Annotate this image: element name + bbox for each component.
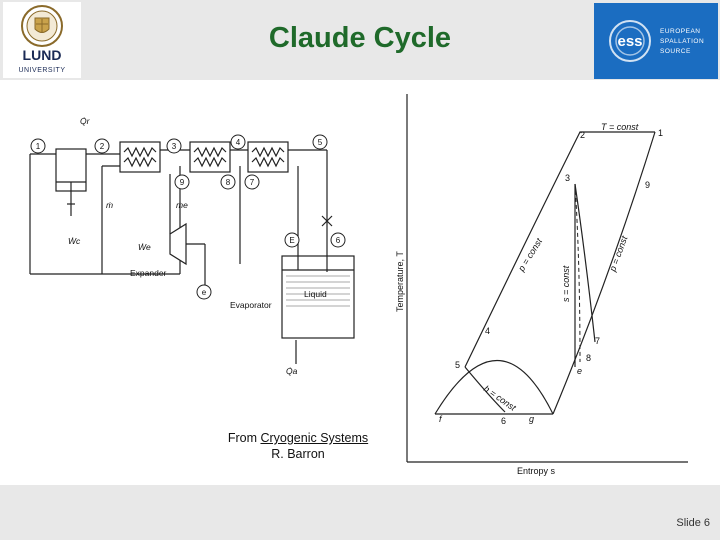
mass-flow-label: ṁ bbox=[106, 200, 114, 210]
temperature-entropy-diagram bbox=[395, 92, 690, 484]
ts-point-f: f bbox=[439, 414, 442, 424]
node-label: 1 bbox=[35, 142, 41, 151]
node-label: E bbox=[289, 236, 295, 245]
footer-band bbox=[0, 485, 720, 540]
caption-source-link[interactable]: Cryogenic Systems bbox=[260, 431, 369, 445]
expander-label: Expander bbox=[130, 268, 167, 278]
node-label: 6 bbox=[335, 236, 341, 245]
ess-mark-icon bbox=[594, 3, 718, 79]
node-label: 3 bbox=[171, 142, 177, 151]
expander-turbine bbox=[170, 224, 186, 264]
ts-point-4: 4 bbox=[485, 326, 491, 336]
ts-point-9: 9 bbox=[645, 180, 651, 190]
ts-point-7: 7 bbox=[595, 336, 601, 346]
ess-logo bbox=[594, 3, 718, 79]
ts-point-8: 8 bbox=[586, 353, 592, 363]
heat-rejected-label: Q̇r bbox=[80, 116, 90, 126]
ts-point-e: e bbox=[577, 366, 583, 376]
evaporator-label: Evaporator bbox=[230, 300, 272, 310]
x-axis-label: Entropy s bbox=[517, 466, 556, 476]
slide-number: Slide 6 bbox=[676, 517, 710, 529]
ts-point-2: 2 bbox=[580, 130, 586, 140]
pressure-label-high: p = const bbox=[516, 236, 545, 274]
node-label: e bbox=[201, 288, 207, 297]
liquid-label: Liquid bbox=[304, 289, 327, 299]
ts-point-3: 3 bbox=[565, 173, 571, 183]
entropy-const-label: s = const bbox=[561, 265, 571, 302]
enthalpy-const-label: h = const bbox=[481, 383, 518, 413]
ess-logo-line3: SOURCE bbox=[660, 48, 691, 55]
caption-prefix: From bbox=[227, 431, 261, 445]
ts-point-5: 5 bbox=[455, 360, 461, 370]
heat-absorbed-label: Q̇a bbox=[286, 366, 298, 376]
expander-mass-flow-label: ṁe bbox=[176, 200, 188, 210]
pressure-label-low: p = const bbox=[607, 234, 630, 273]
ess-logo-line1: EUROPEAN bbox=[660, 28, 701, 35]
y-axis-label: Temperature, T bbox=[395, 251, 405, 312]
ess-logo-mark: ess bbox=[617, 33, 643, 50]
ts-point-6: 6 bbox=[501, 416, 507, 426]
node-label: 8 bbox=[225, 178, 231, 187]
node-label: 9 bbox=[179, 178, 185, 187]
lund-logo-line1: LUND bbox=[22, 47, 62, 63]
ess-logo-line2: SPALLATION bbox=[660, 38, 705, 45]
lund-logo-line2: UNIVERSITY bbox=[18, 67, 66, 74]
ts-point-1: 1 bbox=[658, 128, 664, 138]
ts-point-g: g bbox=[529, 414, 535, 424]
node-label: 7 bbox=[249, 178, 255, 187]
compressor-work-label: Ẇc bbox=[68, 236, 81, 246]
source-caption bbox=[190, 430, 406, 462]
node-label: 4 bbox=[235, 138, 241, 147]
expander-work-label: Ẇe bbox=[138, 242, 151, 252]
claude-cycle-schematic bbox=[20, 94, 382, 424]
node-label: 2 bbox=[99, 142, 105, 151]
page-title: Claude Cycle bbox=[268, 22, 452, 54]
node-label: 5 bbox=[317, 138, 323, 147]
isotherm-label: T = const bbox=[601, 122, 639, 132]
caption-author: R. Barron bbox=[271, 447, 325, 461]
